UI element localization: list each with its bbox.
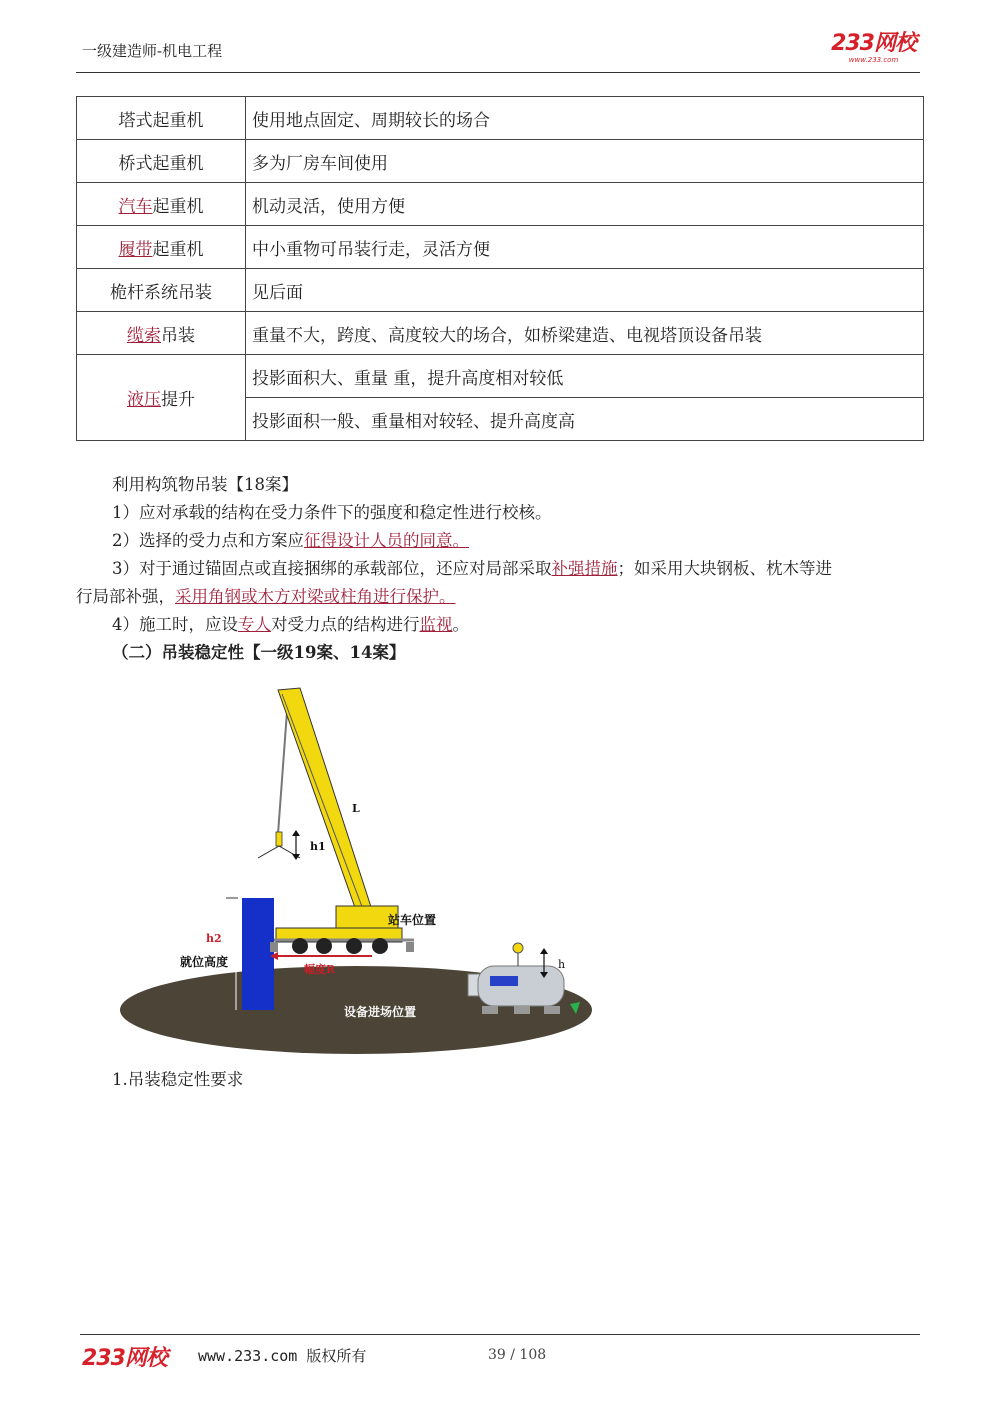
table-row: [77, 97, 924, 140]
crane-use-cell: 投影面积大、重量 重，提升高度相对较低: [246, 355, 924, 398]
label-h1: h1: [310, 840, 326, 853]
h-arrow-up: [540, 948, 548, 954]
label-h2: h2: [206, 932, 222, 945]
page-footer: [80, 1334, 920, 1375]
crane-wheel-3: [346, 938, 362, 954]
crane-diagram: [118, 684, 604, 1060]
crane-name-cell: [77, 183, 246, 226]
crane-name-emphasis: 汽车: [118, 196, 153, 217]
crane-type-table: [76, 96, 924, 441]
table-row: [77, 312, 924, 355]
vessel-saddle-2: [514, 1006, 530, 1014]
building-item-1: 1）应对承载的结构在受力条件下的强度和稳定性进行校核。: [112, 503, 552, 522]
crane-name-emphasis: 履带: [118, 239, 153, 260]
building-title: 利用构筑物吊装【18案】: [112, 475, 298, 494]
crane-name-emphasis: 液压: [127, 390, 161, 410]
label-installation-height: 就位高度: [180, 955, 229, 969]
crane-name-cell: [77, 97, 246, 140]
building-item-4-text-end: 。: [452, 615, 469, 634]
section-2-title: （二）吊装稳定性【一级19案、14案】: [112, 643, 406, 662]
page-header: [76, 30, 920, 73]
label-boom-length: L: [352, 802, 360, 815]
crane-name-cell: [77, 355, 246, 441]
table-row: [77, 226, 924, 269]
building-item-3-text: 3）对于通过锚固点或直接捆绑的承载部位，还应对局部采取: [112, 559, 552, 578]
crane-use-cell: 重量不大，跨度、高度较大的场合，如桥梁建造、电视塔顶设备吊装: [246, 312, 924, 355]
crane-name-text: 塔式起重机: [118, 110, 204, 131]
building-item-3-text-2: 行局部补强，: [76, 587, 175, 606]
crane-wheel-2: [316, 938, 332, 954]
outrigger-right: [406, 942, 414, 952]
label-radius: 幅度R: [304, 963, 336, 976]
crane-use-cell: 使用地点固定、周期较长的场合: [246, 97, 924, 140]
crane-name-text: 起重机: [152, 239, 204, 260]
building-item-3: [112, 555, 832, 583]
building-item-2-text: 2）选择的受力点和方案应: [112, 531, 304, 550]
crane-name-cell: [77, 226, 246, 269]
sling-left: [258, 846, 279, 858]
building-item-3-line-2: [76, 583, 456, 611]
brand-logo: [831, 32, 916, 64]
building-item-2: [112, 527, 469, 555]
building-item-4-text-mid: 对受力点的结构进行: [271, 615, 420, 634]
table-row: [77, 183, 924, 226]
building-item-3-emphasis-2: 采用角钢或木方对梁或柱角进行保护。: [175, 587, 456, 606]
table-row: [77, 140, 924, 183]
building-item-3-emphasis-1: 补强措施: [551, 559, 618, 578]
crane-wheel-1: [292, 938, 308, 954]
label-equipment-entry: 设备进场位置: [344, 1005, 417, 1019]
label-crane-station: 站车位置: [388, 913, 437, 927]
building-item-4: [112, 611, 469, 639]
crane-use-cell: 机动灵活，使用方便: [246, 183, 924, 226]
crane-name-cell: [77, 312, 246, 355]
crane-hook: [276, 832, 282, 846]
footer-copyright: www.233.com 版权所有: [198, 1347, 367, 1365]
label-h: h: [558, 958, 566, 971]
page-number: 39 / 108: [488, 1347, 547, 1363]
vessel-saddle-3: [544, 1006, 560, 1014]
crane-name-text: 起重机: [152, 196, 204, 217]
outrigger-left: [270, 942, 278, 952]
hoist-rope: [278, 698, 288, 834]
vessel-hook: [513, 943, 523, 953]
building-item-3-text-mid: ；如采用大块钢板、枕木等进: [617, 559, 832, 578]
crane-name-cell: [77, 140, 246, 183]
crane-name-text: 吊装: [161, 325, 195, 346]
table-row: [77, 269, 924, 312]
header-title: 一级建造师-机电工程: [82, 42, 223, 60]
crane-name-text: 桅杆系统吊装: [110, 282, 212, 303]
brand-logo-text: 233网校: [831, 31, 916, 56]
building-item-4-emphasis-1: 专人: [238, 615, 271, 634]
crane-name-text: 提升: [161, 390, 195, 410]
crane-use-cell: 多为厂房车间使用: [246, 140, 924, 183]
vessel-saddle-1: [482, 1006, 498, 1014]
building-item-4-text: 4）施工时，应设: [112, 615, 238, 634]
crane-use-cell: 投影面积一般、重量相对较轻、提升高度高: [246, 398, 924, 441]
building-item-2-emphasis: 征得设计人员的同意。: [304, 531, 469, 550]
crane-name-cell: [77, 269, 246, 312]
subsection-1-title: 1.吊装稳定性要求: [112, 1070, 244, 1089]
crane-use-cell: 中小重物可吊装行走，灵活方便: [246, 226, 924, 269]
target-column: [242, 898, 274, 1010]
table-row: [77, 355, 924, 398]
brand-logo-url: www.233.com: [848, 56, 899, 64]
vessel-nameplate: [490, 976, 518, 986]
crane-wheel-4: [372, 938, 388, 954]
building-item-4-emphasis-2: 监视: [419, 615, 453, 634]
crane-name-text: 桥式起重机: [118, 153, 204, 174]
crane-use-cell: 见后面: [246, 269, 924, 312]
crane-name-emphasis: 缆索: [127, 325, 161, 346]
footer-logo: 233网校: [82, 1346, 167, 1371]
h1-arrow-up: [292, 830, 300, 836]
